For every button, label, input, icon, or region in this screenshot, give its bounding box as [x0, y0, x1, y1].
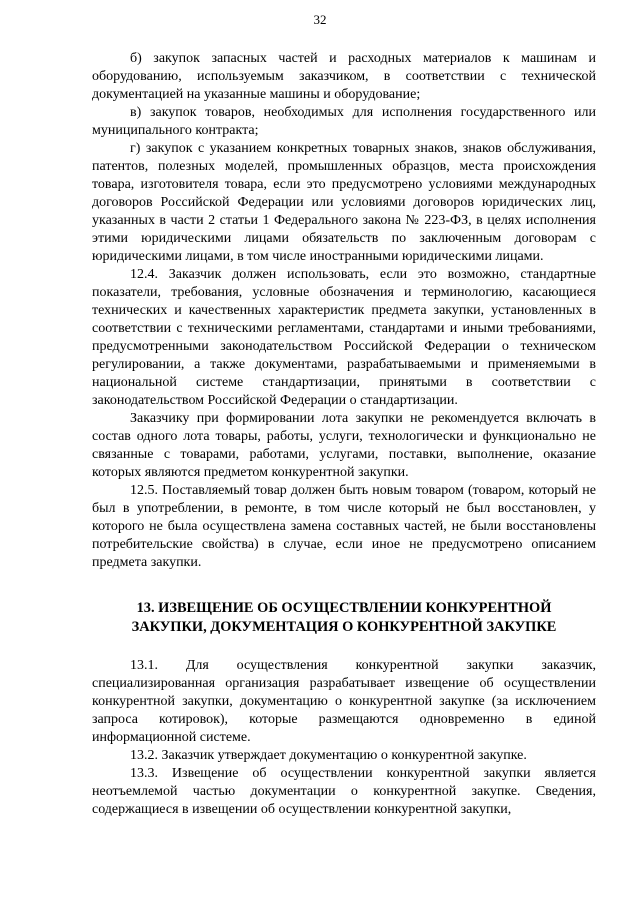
- paragraph-13-2: 13.2. Заказчик утверждает документацию о конкурентной закупке.: [130, 748, 527, 763]
- document-body: [92, 50, 596, 819]
- paragraph-12-4: 12.4. Заказчик должен использовать, если это возможно, стандартные показатели, требования, условные обозначения и терминологию, касающиеся технических и качественных характеристик предмета закупки, установленных в соответствии с техническими регламентами, стандартами и иными требованиями, предусмотренными законодательством Российской Федерации о техническом регулировании, а также документами, разрабатываемыми и применяемыми в национальной системе стандартизации, принятыми в соответствии с законодательством Российской Федерации о стандартизации.: [92, 267, 596, 408]
- paragraph-12-5: 12.5. Поставляемый товар должен быть новым товаром (товаром, который не был в употреблении, в ремонте, в том числе который не был восстановлен, у которого не была осуществлена замена составных частей, не были восстановлены потребительские свойства) в случае, если иное не предусмотрено описанием предмета закупки.: [92, 483, 596, 570]
- section-13-heading-line2: ЗАКУПКИ, ДОКУМЕНТАЦИЯ О КОНКУРЕНТНОЙ ЗАКУПКЕ: [131, 619, 557, 635]
- paragraph-13-1: 13.1. Для осуществления конкурентной закупки заказчик, специализированная организация разрабатывает извещение об осуществлении конкурентной закупки, документацию о конкурентной закупке (за исключением запроса котировок), которые размещаются одновременно в единой информационной системе.: [92, 658, 596, 745]
- paragraph-12-3-b: б) закупок запасных частей и расходных материалов к машинам и оборудованию, используемым заказчиком, в соответствии с технической документацией на указанные машины и оборудование;: [92, 51, 596, 102]
- page-number: 32: [313, 12, 327, 27]
- paragraph-12-3-g: г) закупок с указанием конкретных товарных знаков, знаков обслуживания, патентов, полезных моделей, промышленных образцов, места происхождения товара, изготовителя товара, если это предусмотрено условиями международных договоров Российской Федерации или условиями договоров юридических лиц, указанных в части 2 статьи 1 Федерального закона № 223-ФЗ, в целях исполнения этими юридическими лицами обязательств по заключенным договорам с юридическими лицами, в том числе иностранными юридическими лицами.: [92, 141, 596, 264]
- section-13-heading-line1: 13. ИЗВЕЩЕНИЕ ОБ ОСУЩЕСТВЛЕНИИ КОНКУРЕНТНОЙ: [136, 600, 552, 616]
- paragraph-12-3-v: в) закупок товаров, необходимых для исполнения государственного или муниципального контракта;: [92, 105, 596, 138]
- section-13-heading: [92, 599, 596, 637]
- paragraph-lot-note: Заказчику при формировании лота закупки не рекомендуется включать в состав одного лота товары, работы, услуги, технологически и функционально не связанные с товарами, работами, услугами, поставки, выполнение, оказание которых являются предметом конкурентной закупки.: [92, 411, 596, 480]
- paragraph-13-3: 13.3. Извещение об осуществлении конкурентной закупки является неотъемлемой частью документации о конкурентной закупке. Сведения, содержащиеся в извещении об осуществлении конкурентной закупки,: [92, 766, 596, 817]
